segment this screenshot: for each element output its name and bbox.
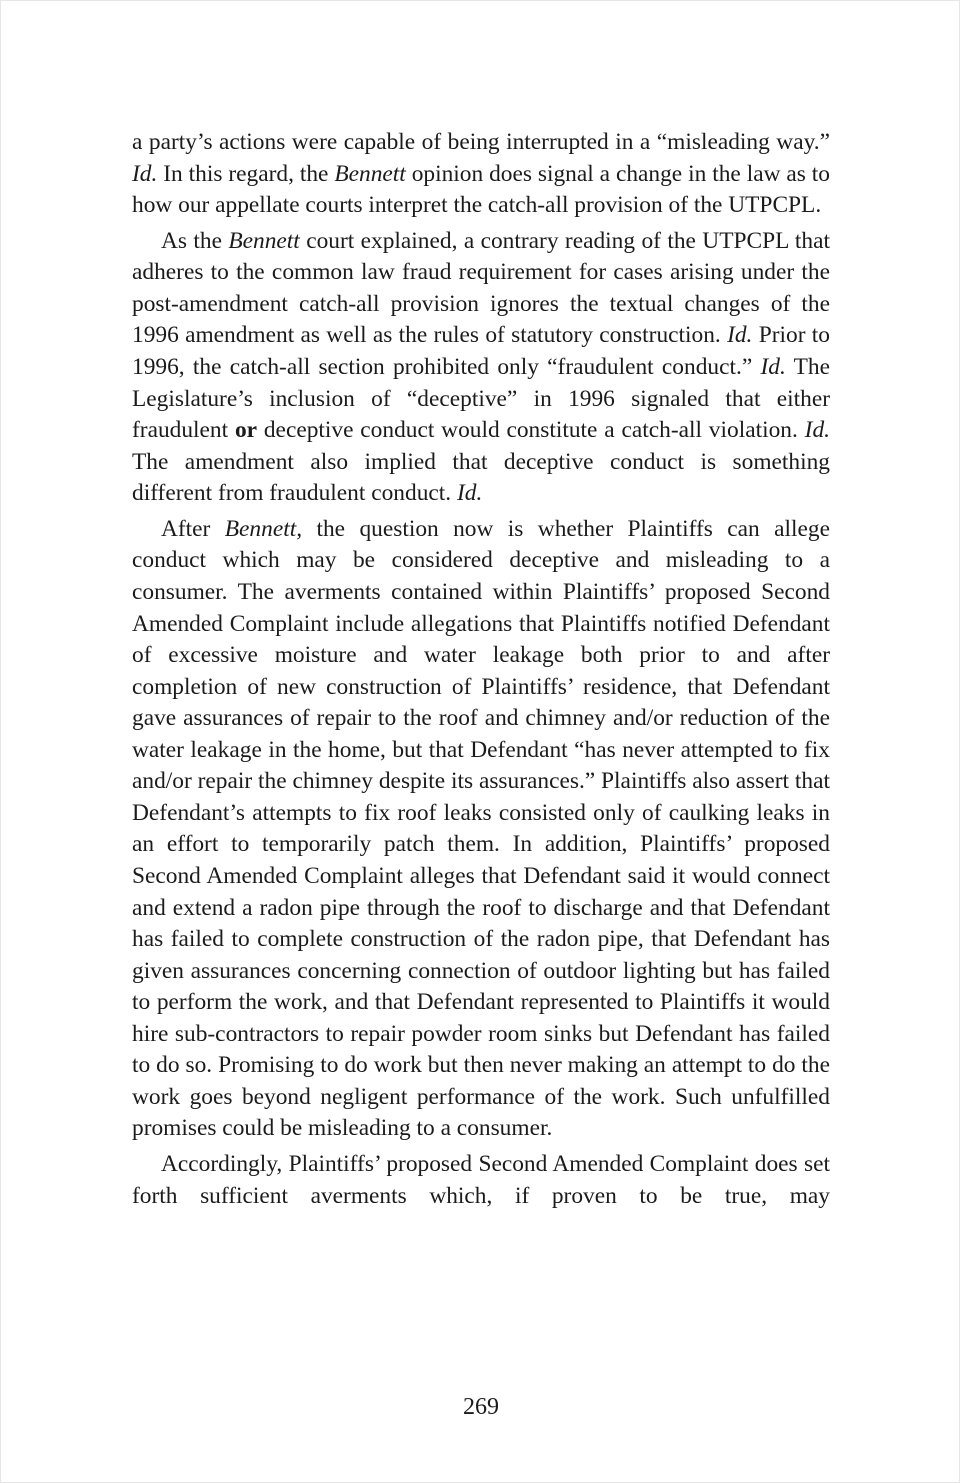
paragraph-4: Accordingly, Plaintiffs’ proposed Second Amended Complaint does set forth sufficient averments which, if proven to be true, may — [132, 1151, 830, 1209]
page-number: 269 — [463, 1394, 499, 1420]
citation-id: Id. — [456, 480, 483, 507]
paragraph-3: After Bennett, the question now is whether Plaintiffs can allege conduct which may be considered deceptive and misleading to a consumer. The averments contained within Plaintiffs’ proposed Second Amended Complaint include allegations that Plaintiffs notified Defendant of excessive moisture and water leakage both prior to and after completion of new construction of Plaintiffs’ residence, that Defendant gave assurances of repair to the roof and chimney and/or reduction of the water leakage in the home, but that Defendant “has never attempted to fix and/or repair the chimney despite its assurances.” Plaintiffs also assert that Defendant’s attempts to fix roof leaks consisted only of caulking leaks in an effort to temporarily patch them. In addition, Plaintiffs’ proposed Second Amended Complaint alleges that Defendant said it would connect and extend a radon pipe through the roof to discharge and that Defendant has failed to complete construction of the radon pipe, that Defendant has given assurances concerning connection of outdoor lighting but has failed to perform the work, and that Defendant represented to Plaintiffs it would hire sub-contractors to repair powder room sinks but Defendant has failed to do so. Promising to do work but then never making an attempt to do the work goes beyond negligent performance of the work. Such unfulfilled promises could be misleading to a consumer. — [132, 515, 830, 1142]
citation-id: Id. — [804, 417, 830, 444]
citation-id: Id. — [132, 160, 158, 187]
paragraph-2: As the Bennett court explained, a contrary reading of the UTPCPL that adheres to the common law fraud requirement for cases arising under the post-amendment catch-all provision ignores the textual changes of the 1996 amendment as well as the rules of statutory construction. Id. Prior to 1996, the catch-all section prohibited only “fraudulent conduct.” Id. The Legislature’s inclusion of “deceptive” in 1996 signaled that either fraudulent or deceptive conduct would constitute a catch-all violation. Id. The amendment also implied that deceptive conduct is something different from fraudulent conduct. Id. — [132, 227, 830, 507]
paragraph-1: a party’s actions were capable of being interrupted in a “misleading way.” Id. In this regard, the Bennett opinion does signal a change in the law as to how our appellate courts interpret the catch-all provision of the UTPCPL. — [132, 129, 830, 219]
case-name-bennett: Bennett, — [224, 515, 303, 542]
case-name-bennett: Bennett — [334, 160, 406, 187]
citation-id: Id. — [760, 354, 786, 381]
body-text — [132, 127, 830, 1216]
emphasis-or: or — [234, 417, 258, 444]
citation-id: Id. — [727, 322, 753, 349]
case-name-bennett: Bennett — [228, 227, 300, 254]
